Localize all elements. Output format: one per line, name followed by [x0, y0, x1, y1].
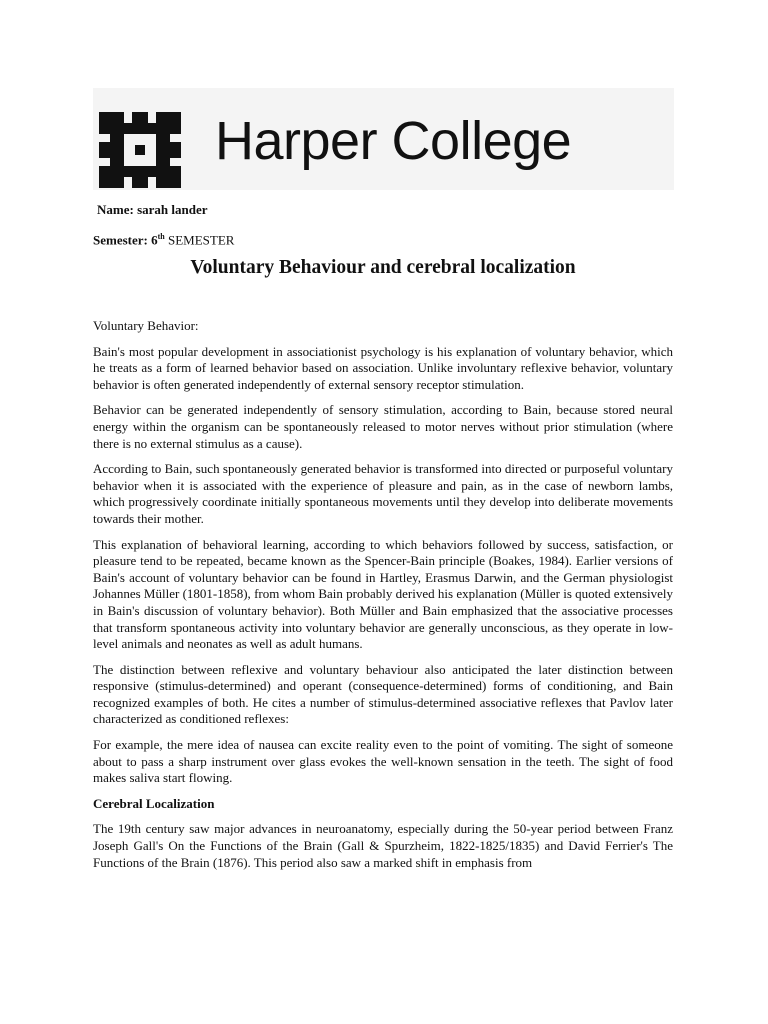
section-heading-cerebral: Cerebral Localization	[93, 795, 215, 811]
body-paragraph: According to Bain, such spontaneously generated behavior is transformed into directed or purposeful voluntary behavior when it is associated with the experience of pleasure and pain, as in the case of newborn lambs, which progressively coordinate initially spontaneous movements until they develop into deliberate movements towards their mother.	[93, 461, 673, 526]
college-name-logo: Harper College	[215, 111, 572, 171]
body-paragraph: For example, the mere idea of nausea can excite reality even to the point of vomiting. The sight of someone about to pass a sharp instrument over glass evokes the well-known sensation in the teeth. The sight of food makes saliva start flowing.	[93, 737, 673, 786]
body-paragraph: The 19th century saw major advances in neuroanatomy, especially during the 50-year period between Franz Joseph Gall's On the Functions of the Brain (Gall & Spurzheim, 1822-1825/1835) and David Ferrier's The Functions of the Brain (1876). This period also saw a marked shift in emphasis from	[93, 821, 673, 870]
semester-number: 6	[151, 232, 158, 248]
name-label: Name:	[97, 202, 134, 217]
body-paragraph: Bain's most popular development in associationist psychology is his explanation of voluntary behavior, which he treats as a form of learned behavior based on association. Unlike involuntary reflexive behavior, voluntary behavior is often generated independently of external sensory receptor stimulation.	[93, 343, 673, 392]
body-paragraph: Behavior can be generated independently of sensory stimulation, according to Bain, because stored neural energy within the organism can be spontaneously released to motor nerves without prior stimulation (where there is no external stimulus as a cause).	[93, 402, 673, 451]
document-title: Voluntary Behaviour and cerebral localization	[190, 257, 576, 278]
student-name-line	[97, 202, 208, 218]
body-paragraph: This explanation of behavioral learning, according to which behaviors followed by success, satisfaction, or pleasure tend to be repeated, became known as the Spencer-Bain principle (Boakes, 1984). Earlier versions of Bain's account of voluntary behavior can be found in Hartley, Erasmus Darwin, and the German physiologist Johannes Müller (1801-1858), from whom Bain probably derived his explanation (Müller is quoted extensively in Bain's discussion of voluntary behavior). Both Müller and Bain emphasized that the associative processes that transform spontaneous activity into voluntary behavior are generally unconscious, as they operate in low-level animals and neonates as well as adult humans.	[93, 536, 673, 652]
harper-college-logo-icon	[99, 112, 181, 188]
college-banner	[93, 88, 674, 190]
body-paragraph: The distinction between reflexive and voluntary behaviour also anticipated the later distinction between responsive (stimulus-determined) and operant (consequence-determined) forms of conditioning, and Bain recognized examples of both. He cites a number of stimulus-determined associative reflexes that Pavlov later characterized as conditioned reflexes:	[93, 661, 673, 727]
section-heading-voluntary: Voluntary Behavior:	[93, 318, 199, 333]
document-body	[93, 318, 673, 880]
semester-line	[93, 229, 234, 248]
semester-suffix: th	[157, 232, 165, 241]
semester-value: SEMESTER	[167, 232, 235, 248]
semester-label: Semester:	[93, 232, 148, 248]
name-value: sarah lander	[137, 202, 208, 217]
